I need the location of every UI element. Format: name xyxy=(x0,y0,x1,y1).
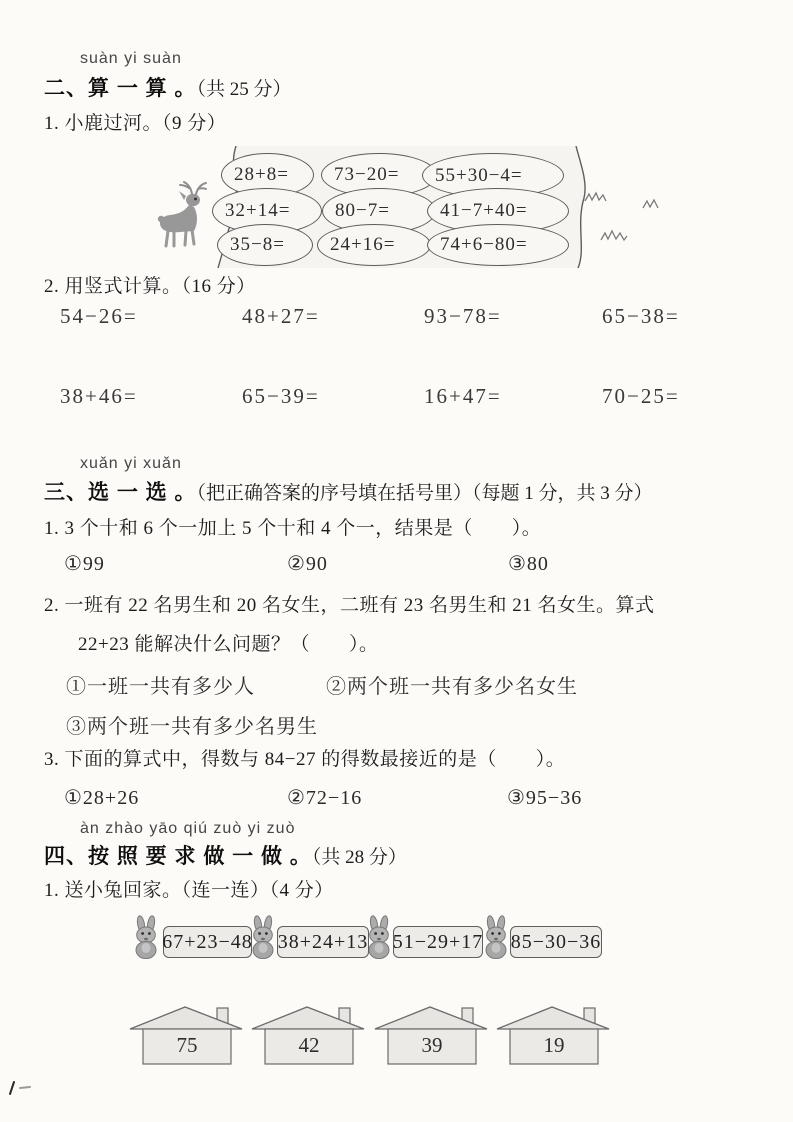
choose-q1-text: 1. 3 个十和 6 个一加上 5 个十和 4 个一，结果是（ ）。 xyxy=(44,518,542,539)
calc-expression: 38+46= xyxy=(60,384,138,408)
question-bunny-label: 1. 送小兔回家。（连一连）（4 分） xyxy=(44,880,334,901)
choose-q2-line2: 22+23 能解决什么问题？（ ）。 xyxy=(78,634,379,655)
section-follow-header xyxy=(44,840,407,870)
section-follow-score: （共 28 分） xyxy=(311,847,407,868)
bunny-expression-card: 51−29+17 xyxy=(393,926,483,958)
rabbit-icon xyxy=(250,915,276,959)
choose-q3-option-3: ③95−36 xyxy=(507,787,583,809)
oval-expression: 32+14= xyxy=(212,188,322,234)
grass-icon xyxy=(642,198,660,211)
choose-q2-option-3: ③两个班一共有多少名男生 xyxy=(66,716,318,738)
oval-expression: 28+8= xyxy=(221,153,314,197)
oval-expression: 41−7+40= xyxy=(427,188,569,234)
question-vertical-calc-label: 2. 用竖式计算。（16 分） xyxy=(44,276,256,297)
choose-q2-line1: 2. 一班有 22 名男生和 20 名女生，二班有 23 名男生和 21 名女生。算式 xyxy=(44,595,655,616)
bunny-expression-card: 85−30−36 xyxy=(510,926,602,958)
choose-q3-option-1: ①28+26 xyxy=(64,787,140,809)
section-choose-header xyxy=(44,476,764,506)
calc-expression: 54−26= xyxy=(60,304,138,328)
section-choose-pinyin: xuǎn yi xuǎn xyxy=(80,455,182,472)
oval-expression: 35−8= xyxy=(217,224,313,266)
calc-expression: 93−78= xyxy=(424,304,502,328)
choose-q2-option-1: ①一班一共有多少人 xyxy=(66,676,255,698)
house-number: 75 xyxy=(176,1033,198,1057)
grass-icon xyxy=(600,228,628,243)
section-calc-title: 二、算 一 算 。 xyxy=(44,77,197,100)
question-deer-label: 1. 小鹿过河。（9 分） xyxy=(44,113,227,134)
choose-q3-text: 3. 下面的算式中，得数与 84−27 的得数最接近的是（ ）。 xyxy=(44,749,566,770)
section-choose-title: 三、选 一 选 。 xyxy=(44,481,197,504)
choose-q1-option-1: ①99 xyxy=(64,553,105,575)
oval-expression: 24+16= xyxy=(317,224,431,266)
oval-expression: 55+30−4= xyxy=(422,153,564,198)
rabbit-icon xyxy=(366,915,392,959)
section-follow-title: 四、按 照 要 求 做 一 做 。 xyxy=(44,845,312,868)
calc-expression: 16+47= xyxy=(424,384,502,408)
house xyxy=(127,1002,247,1066)
calc-expression: 65−38= xyxy=(602,304,680,328)
grass-icon xyxy=(584,190,608,204)
house-number: 19 xyxy=(543,1033,565,1057)
house-number: 39 xyxy=(421,1033,443,1057)
oval-expression: 74+6−80= xyxy=(427,224,569,266)
section-follow-pinyin: àn zhào yāo qiú zuò yi zuò xyxy=(80,820,296,837)
calc-expression: 65−39= xyxy=(242,384,320,408)
deer-icon xyxy=(156,176,212,248)
calc-expression: 70−25= xyxy=(602,384,680,408)
choose-q3-option-2: ②72−16 xyxy=(287,787,363,809)
house xyxy=(249,1002,369,1066)
house-number: 42 xyxy=(298,1033,320,1057)
rabbit-icon xyxy=(133,915,159,959)
choose-q2-option-2: ②两个班一共有多少名女生 xyxy=(326,676,578,698)
section-calc-score: （共 25 分） xyxy=(196,79,292,100)
bunny-expression-card: 38+24+13 xyxy=(277,926,369,958)
house xyxy=(494,1002,614,1066)
section-calc-header xyxy=(44,72,292,102)
section-calc-pinyin: suàn yi suàn xyxy=(80,50,182,67)
choose-q1-option-2: ②90 xyxy=(287,553,328,575)
rabbit-icon xyxy=(483,915,509,959)
calc-expression: 48+27= xyxy=(242,304,320,328)
section-choose-note: （把正确答案的序号填在括号里）（每题 1 分，共 3 分） xyxy=(196,483,653,504)
bunny-expression-card: 67+23−48 xyxy=(163,926,252,958)
choose-q1-option-3: ③80 xyxy=(508,553,549,575)
house xyxy=(372,1002,492,1066)
oval-expression: 80−7= xyxy=(322,188,436,234)
scan-artifact-icon xyxy=(4,1078,34,1098)
oval-expression: 73−20= xyxy=(321,153,437,197)
